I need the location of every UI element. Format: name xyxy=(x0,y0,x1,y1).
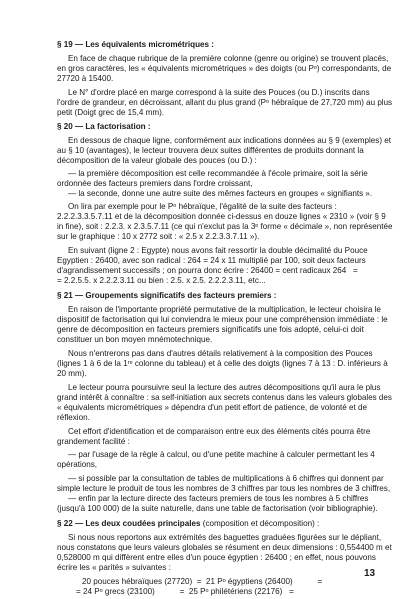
text-line: 20 mm). xyxy=(57,369,87,378)
text-line: Egyptien : 26400, avec son radical : 264 = 24 x 11 multiplié par 100, soit deux facteurs xyxy=(57,256,366,265)
text-line: en gros caractères, les « équivalents micrométriques » des doigts (ou Pᵒ) correspondants, de xyxy=(57,64,392,73)
text-line: nous constatons que leurs valeurs globales se résument en deux dimensions : 0,554400 m et xyxy=(57,543,392,552)
text-line: On lira par exemple pour le Pᵒ hébraïque, l'égalité de la suite des facteurs : xyxy=(68,202,337,211)
text-line: décomposition de la valeur globale des pouces (ou D.) : xyxy=(57,156,257,165)
text-line: — la première décomposition est celle recommandée à l'école primaire, soit la série xyxy=(68,169,368,178)
text-line: Le lecteur pourra poursuivre seul la lecture des autres décompositions qu'il aura le plus xyxy=(68,383,381,392)
parity-line: 20 pouces hébraïques (27720) = 21 Pᵒ égyptiens (26400) = xyxy=(82,577,323,586)
text-line: Le N° d'ordre placé en marge correspond à la suite des Pouces (ou D.) inscrits dans xyxy=(68,88,370,97)
text-line: dispositif de factorisation qui lui conviendra le mieux pour une compréhension immédiate : le xyxy=(57,315,388,324)
text-line: genre de décomposition en facteurs premiers significatifs une fois adopté, celui-ci doit xyxy=(57,325,364,334)
text-line: 2.2.2.3.3.5.7.11 et de la décomposition donnée ci-dessus en douze lignes « 2310 » (voir § 9 xyxy=(57,212,386,221)
text-line: En raison de l'importante propriété permutative de la multiplication, le lecteur choisira le xyxy=(68,305,381,314)
text-line: grandement facilité : xyxy=(57,437,130,446)
text-line: — par l'usage de la règle à calcul, ou d'une petite machine à calculer permettant les 4 xyxy=(68,450,375,459)
text-line: petit (Doigt grec de 15,4 mm). xyxy=(57,108,165,117)
text-line: « équivalents micrométriques » dépendra d'un petit effort de patience, de volonté et de xyxy=(57,403,368,412)
text-line: — si possible par la consultation de tables de multiplications à 6 chiffres qui donnent par xyxy=(68,474,384,483)
text-line: simple lecture le produit de tous les nombres de 3 chiffres par tous les nombres de 3 chiffres, xyxy=(57,484,391,493)
section-19-heading: § 19 — Les équivalents micrométriques : xyxy=(57,40,214,49)
text-line: opérations, xyxy=(57,460,98,469)
text-line: En suivant (ligne 2 : Egypte) nous avons fait ressortir la double décimalité du Pouce xyxy=(68,246,368,255)
text-line: ordonnée des facteurs premiers dans l'ordre croissant, xyxy=(57,179,253,188)
text-line: — la seconde, donne une autre suite des mêmes facteurs en groupes « signifiants ». xyxy=(68,189,373,198)
text-line: grand intérêt à connaître : sa self-initiation aux secrets contenus dans les valeurs globales des xyxy=(57,393,392,402)
text-line: réflexion. xyxy=(57,413,90,422)
text-line: Nous n'entrerons pas dans d'autres détails relativement à la composition des Pouces xyxy=(68,349,373,358)
text-line: = 2.2.5.5. x 2.2.2.3.11 ou bien : 2.5. x 2.5. 2.2.2.3.11, etc... xyxy=(57,276,266,285)
text-line: constituer un bon moyen mnémotechnique. xyxy=(57,335,213,344)
text-line: (jusqu'à 100 000) de la suite naturelle, dans une table de factorisation (voir bibliographie). xyxy=(57,504,378,513)
section-22-subtitle: (composition et décomposition) : xyxy=(200,519,320,528)
parity-line: = 24 Pᵒ grecs (23100) = 25 Pᵒ philétériens (22176) = xyxy=(76,587,294,596)
text-line: 27720 à 15400. xyxy=(57,74,114,83)
page-number: 13 xyxy=(364,568,376,579)
text-line: (lignes 1 à 6 de la 1ʳᵉ colonne du tableau) et à celle des doigts (lignes 7 à 13 : D. inférieurs à xyxy=(57,359,388,368)
text-line: 0,528000 m qui diffèrent entre elles d'un pouce égyptien : 26400 ; en effet, nous pouvons xyxy=(57,553,376,562)
text-line: écrire les « parités » suivantes : xyxy=(57,563,171,572)
text-line: — enfin par la lecture directe des facteurs premiers de tous les nombres à 5 chiffres xyxy=(68,494,369,503)
text-line: in fine), soit : 2.2.3. x 2.3.5.7.11 (ce qui n'exclut pas la 3ᵉ forme « décimale », non représentée xyxy=(57,222,393,231)
section-21-heading: § 21 — Groupements significatifs des facteurs premiers : xyxy=(57,291,277,300)
text-line: Cet effort d'identification et de comparaison entre eux des éléments cités pourra être xyxy=(68,427,371,436)
section-22-heading xyxy=(57,519,319,529)
text-line: En dessous de chaque ligne, conformément aux indications données au § 9 (exemples) et xyxy=(68,136,392,145)
text-line: En face de chaque rubrique de la première colonne (genre ou origine) se trouvent placés, xyxy=(68,54,389,63)
text-line: sur le graphique : 10 x 2772 soit : « 2.5 x 2.2.3.3.7.11 »). xyxy=(57,232,260,241)
text-line: Si nous nous reportons aux extrémités des baguettes graduées figurées sur le dépliant, xyxy=(68,533,382,542)
section-22-title: § 22 — Les deux coudées principales xyxy=(57,519,201,528)
text-line: d'agrandissement successifs ; on pourra donc écrire : 26400 = cent radicaux 264 = xyxy=(57,266,358,275)
section-20-heading: § 20 — La factorisation : xyxy=(57,122,151,131)
text-line: au § 10 (avantages), le lecteur trouvera deux suites différentes de produits donnant la xyxy=(57,146,364,155)
text-line: l'ordre de grandeur, en décroissant, allant du plus grand (Pᵒ hébraïque de 27,720 mm) au plus xyxy=(57,98,393,107)
